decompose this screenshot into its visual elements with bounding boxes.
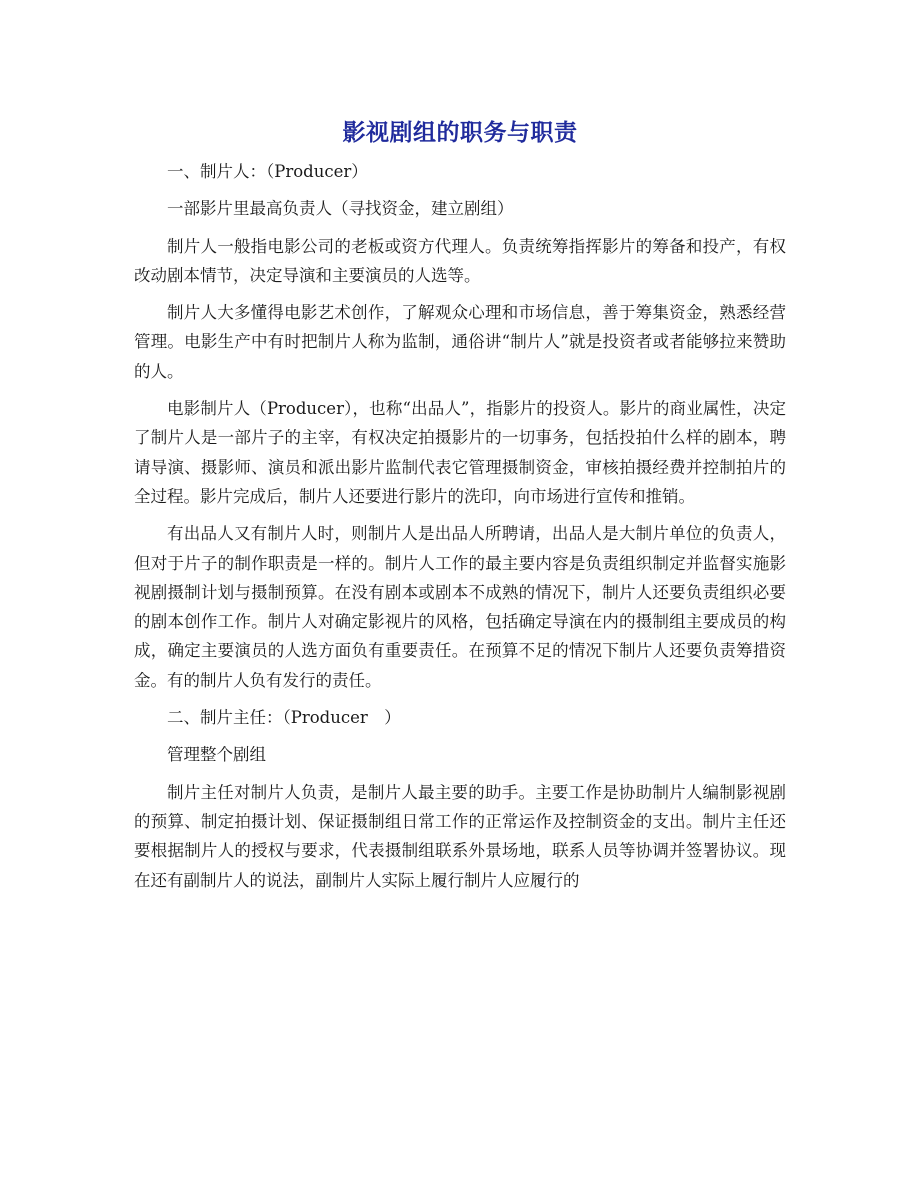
document-title: 影视剧组的职务与职责 [342, 120, 578, 146]
paragraph: 制片主任对制片人负责，是制片人最主要的助手。主要工作是协助制片人编制影视剧的预算、制定拍摄计划、保证摄制组日常工作的正常运作及控制资金的支出。制片主任还要根据制片人的授权与要求，代表摄制组联系外景场地，联系人员等协调并签署协议。现在还有副制片人的说法，副制片人实际上履行制片人应履行的 [134, 782, 786, 890]
section-heading-producer: 一、制片人：（Producer） [167, 162, 368, 181]
paragraph: 电影制片人（Producer），也称“出品人”，指影片的投资人。影片的商业属性，决定了制片人是一部片子的主宰，有权决定拍摄影片的一切事务，包括投拍什么样的剧本，聘请导演、摄影师、演员和派出影片监制代表它管理摄制资金，审核拍摄经费并控制拍片的全过程。影片完成后，制片人还要进行影片的洗印，向市场进行宣传和推销。 [134, 399, 786, 506]
document-body [134, 157, 786, 903]
paragraph: 有出品人又有制片人时，则制片人是出品人所聘请，出品人是大制片单位的负责人，但对于片子的制作职责是一样的。制片人工作的最主要内容是负责组织制定并监督实施影视剧摄制计划与摄制预算。在没有剧本或剧本不成熟的情况下，制片人还要负责组织必要的剧本创作工作。制片人对确定影视片的风格，包括确定导演在内的摄制组主要成员的构成，确定主要演员的人选方面负有重要责任。在预算不足的情况下制片人还要负责筹措资金。有的制片人负有发行的责任。 [134, 524, 786, 690]
paragraph: 制片人大多懂得电影艺术创作，了解观众心理和市场信息，善于筹集资金，熟悉经营管理。电影生产中有时把制片人称为监制，通俗讲“制片人”就是投资者或者能够拉来赞助的人。 [134, 303, 786, 381]
production-manager-summary: 管理整个剧组 [167, 745, 266, 765]
paragraph: 制片人一般指电影公司的老板或资方代理人。负责统筹指挥影片的筹备和投产，有权改动剧本情节，决定导演和主要演员的人选等。 [134, 236, 786, 285]
producer-summary: 一部影片里最高负责人（寻找资金，建立剧组） [167, 199, 514, 219]
section-heading-production-manager: 二、制片主任：（Producer ） [167, 708, 401, 728]
